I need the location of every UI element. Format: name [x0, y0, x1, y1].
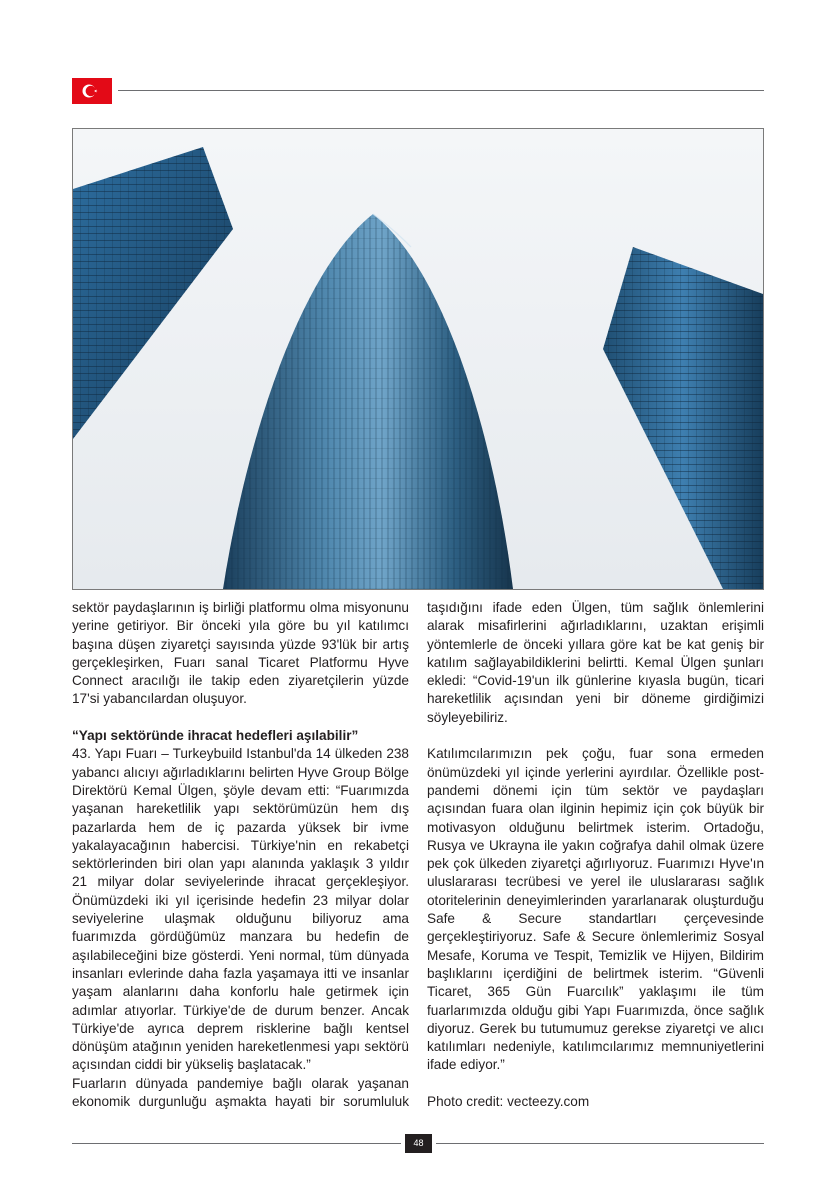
left-paragraph-2: 43. Yapı Fuarı – Turkeybuild Istanbul'da 14 ülkeden 238 yabancı alıcıyı ağırladıklarını belirten Hyve Group Bölge Direktörü Kemal Ülgen, şöyle devam etti: “Fuarımızda yaşanan hareketlilik yapı sektörümüzün hem dış pazarlarda hem de iç pazarda yüksek bir ivme yakalayacağının habercisi. Türkiye'nin en rekabetçi sektörlerinden biri olan yapı alanında yaklaşık 3 yıldır 21 milyar dolar seviyelerinde ihracat gerçekleşiyor. Önümüzdeki iki yıl içerisinde hedefin 23 milyar dolar seviyelerine ulaşmak olduğunu biliyoruz ama fuarımızda gördüğümüz manzara bu hedefin de aşılabileceğini bize gösterdi. Yeni normal, tüm dünyada insanları evlerinde daha fazla yaşamaya itti ve insanlar yaşam alanlarını daha konforlu hale getirmek için adımlar atıyorlar. Türkiye'de de durum benzer. Ancak Türkiye'de ayrıca deprem risklerine bağlı kentsel dönüşüm atağının yeniden hareketlenmesi yapı sektörü açısından ciddi bir yükseliş başlatacak.”: [72, 746, 409, 1073]
footer-rule-left: [72, 1143, 401, 1144]
photo-credit: Photo credit: vecteezy.com: [427, 1094, 590, 1110]
right-paragraph-1: taşıdığını ifade eden Ülgen, tüm sağlık önlemlerini alarak misafirlerini ağırladıklarını, uzaktan erişimli yöntemlerle de önceki yıllara göre kat be kat geniş bir katılım sağlayabildiklerini belirtti. Kemal Ülgen şunları ekledi: “Covid-19'un ilk günlerine kıyasla bugün, ticari hareketlilik açısından yeni bir döneme girdiğimizi söyleyebiliriz.: [427, 600, 764, 725]
left-column: [72, 599, 409, 1111]
left-paragraph-1: sektör paydaşlarının iş birliği platformu olma misyonunu yerine getiriyor. Bir önceki yıla göre bu yıl katılımcı başına düşen ziyaretçi sayısında yüzde 93'lük bir artış gerçekleşirken, Fuarı sanal Ticaret Platformu Hyve Connect aracılığı ile takip eden ziyaretçilerin yüzde 17'si yabancılardan oluşuyor.: [72, 600, 409, 707]
right-column: [427, 599, 764, 1111]
right-paragraph-2: Katılımcılarımızın pek çoğu, fuar sona ermeden önümüzdeki yıl içinde yerlerini ayırdılar. Özellikle post-pandemi dönemi için tüm sektör ve paydaşları açısından fuara olan ilginin hepimiz için çok büyük bir motivasyon olduğunu belirtmek isterim. Ortadoğu, Rusya ve Ukrayna ile yakın coğrafya dahil olmak üzere pek çok ülkeden ziyaretçi ağırlıyoruz. Fuarımızı Hyve'ın uluslararası tecrübesi ve yerel ile uluslararası sağlık otoritelerinin deneyimlerinden yararlanarak oluşturduğu Safe & Secure standartları çerçevesinde gerçekleştiriyoruz. Safe & Secure önlemlerimiz Sosyal Mesafe, Koruma ve Tespit, Temizlik ve Hijyen, Bildirim başlıklarını içerdiğini de belirtmek isterim. “Güvenli Ticaret, 365 Gün Fuarcılık” yaklaşımı ile tüm fuarlarımızda olduğu gibi Yapı Fuarımızda, önce sağlık diyoruz. Gerek bu tutumumuz gerekse ziyaretçi ve alıcı katılımları nedeniyle, katılımcılarımız memnuniyetlerini ifade ediyor.”: [427, 746, 764, 1073]
footer-rule-right: [436, 1143, 764, 1144]
page-number: 48: [405, 1134, 432, 1153]
skyscrapers-photo: [72, 128, 764, 590]
left-paragraph-3: Fuarların dünyada pandemiye bağlı olarak yaşanan ekonomik durgunluğu aşmakta hayati bir sorumluluk: [72, 1075, 409, 1110]
turkey-flag-icon: [72, 78, 112, 104]
header-rule: [118, 90, 764, 91]
section-subheading: “Yapı sektöründe ihracat hedefleri aşılabilir”: [72, 728, 359, 744]
